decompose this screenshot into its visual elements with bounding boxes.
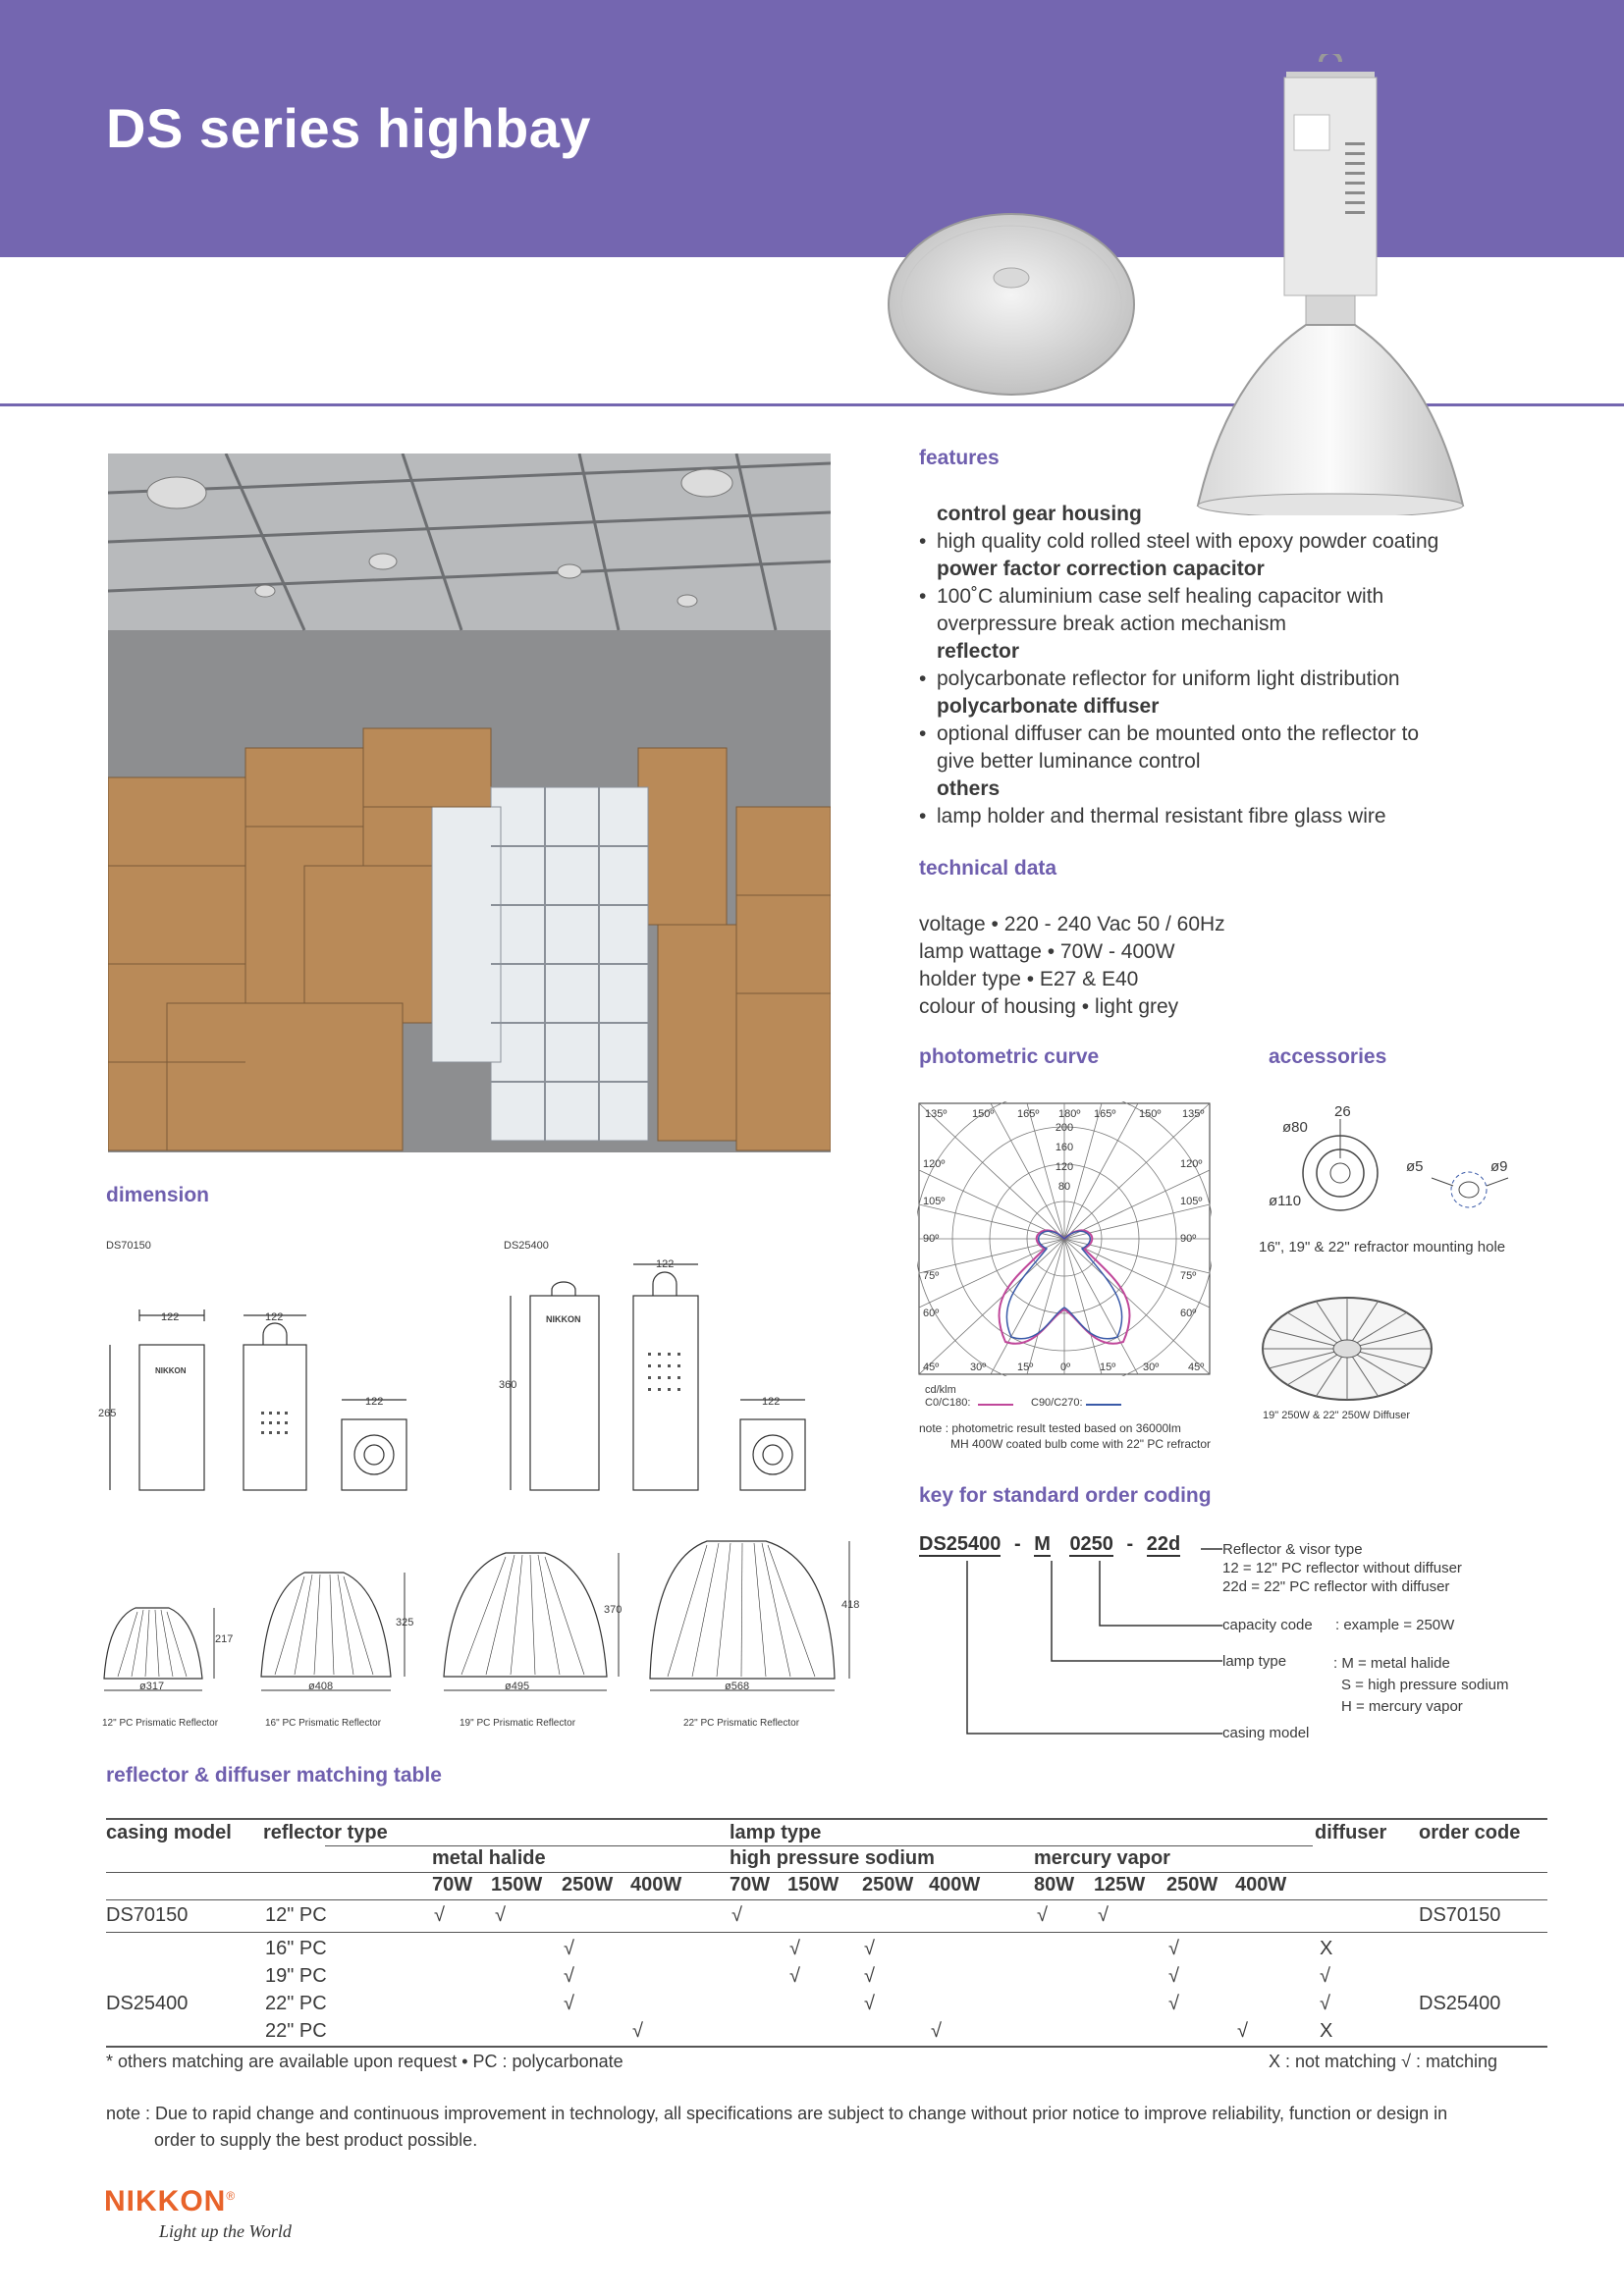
reflector-caption: 22" PC Prismatic Reflector: [683, 1718, 800, 1729]
dim-w122: 122: [161, 1311, 180, 1323]
wattage: 70W: [432, 1874, 473, 1896]
radial-label: 200: [1055, 1122, 1074, 1134]
brand-slogan: Light up the World: [159, 2221, 292, 2241]
reflector-caption: 16" PC Prismatic Reflector: [265, 1718, 382, 1729]
wattage: 150W: [787, 1874, 839, 1896]
dim-5: ø5: [1406, 1158, 1424, 1175]
legend-c0-swatch: [978, 1404, 1013, 1406]
col-casing: casing model: [106, 1822, 232, 1843]
photometric-legend-c90: C90/C270:: [1031, 1397, 1083, 1409]
dim-w122: 122: [265, 1311, 284, 1323]
order-code-reflector: 22d: [1146, 1533, 1181, 1555]
technical-list: [919, 911, 1225, 1021]
table-group-row: [106, 1845, 1547, 1873]
diffuser-image: [1259, 1294, 1435, 1408]
dim-model-ds70150: DS70150: [106, 1240, 151, 1252]
order-lamp-s: S = high pressure sodium: [1341, 1677, 1509, 1693]
order-code-casing: DS25400: [919, 1533, 1001, 1555]
angle-label: 0º: [1060, 1362, 1071, 1373]
feature-item: • polycarbonate reflector for uniform light distribution: [919, 666, 1528, 693]
tech-line: voltage • 220 - 240 Vac 50 / 60Hz: [919, 913, 1225, 935]
order-lamp-h: H = mercury vapor: [1341, 1698, 1463, 1715]
dim-w122: 122: [656, 1258, 675, 1270]
cell-mark: √: [1168, 1938, 1179, 1959]
warehouse-photo: [108, 454, 831, 1152]
cell-casing: DS70150: [106, 1904, 189, 1926]
angle-label: 15º: [1100, 1362, 1116, 1373]
dim-h360: 360: [499, 1379, 517, 1391]
wattage: 80W: [1034, 1874, 1075, 1896]
dim-9: ø9: [1490, 1158, 1508, 1175]
wattage: 150W: [491, 1874, 543, 1896]
tech-line: holder type • E27 & E40: [919, 968, 1139, 990]
cell-mark: √: [864, 1965, 875, 1987]
feature-item-cont: give better luminance control: [937, 750, 1201, 773]
angle-label: 90º: [1180, 1233, 1197, 1245]
cell-reflector: 22" PC: [265, 2020, 327, 2042]
tech-line: colour of housing • light grey: [919, 995, 1179, 1018]
brand-name: NIKKON: [104, 2185, 227, 2217]
table-wattage-row: [106, 1872, 1547, 1899]
angle-label: 105º: [923, 1196, 946, 1207]
cell-mark: √: [1168, 1993, 1179, 2014]
features-list: [919, 501, 1528, 830]
angle-label: 165º: [1094, 1108, 1116, 1120]
cell-casing: DS25400: [106, 1993, 189, 2014]
dim-26: 26: [1334, 1103, 1351, 1120]
order-code-lamp: M: [1034, 1533, 1051, 1555]
reflector-drawings: [98, 1531, 864, 1698]
disclaimer-line-2: order to supply the best product possible.: [154, 2130, 478, 2150]
cell-mark: √: [1168, 1965, 1179, 1987]
cell-mark: √: [1098, 1904, 1109, 1926]
order-heading: key for standard order coding: [919, 1484, 1212, 1507]
table-footnote: * others matching are available upon request • PC : polycarbonate: [106, 2052, 623, 2071]
table-rule: [106, 1932, 1547, 1933]
cell-mark: √: [1237, 2020, 1248, 2042]
cell-mark: √: [564, 1993, 574, 2014]
col-order: order code: [1419, 1822, 1521, 1843]
brand-registered: ®: [226, 2189, 237, 2203]
feature-item: • lamp holder and thermal resistant fibre glass wire: [919, 803, 1528, 830]
feature-title: others: [937, 777, 1001, 800]
reflector-height: 217: [215, 1633, 234, 1645]
wattage: 400W: [1235, 1874, 1287, 1896]
angle-label: 135º: [925, 1108, 947, 1120]
angle-label: 150º: [1139, 1108, 1162, 1120]
table-legend: X : not matching √ : matching: [1269, 2052, 1497, 2071]
angle-label: 75º: [1180, 1270, 1197, 1282]
cell-mark: √: [789, 1938, 800, 1959]
cell-order: DS25400: [1419, 1993, 1501, 2014]
angle-label: 105º: [1180, 1196, 1203, 1207]
angle-label: 180º: [1058, 1108, 1081, 1120]
technical-heading: technical data: [919, 857, 1057, 880]
cell-reflector: 22" PC: [265, 1993, 327, 2014]
radial-label: 80: [1057, 1181, 1071, 1193]
order-lamp-label: lamp type: [1222, 1653, 1287, 1670]
angle-label: 15º: [1017, 1362, 1034, 1373]
radial-label: 160: [1055, 1142, 1074, 1153]
angle-label: 120º: [923, 1158, 946, 1170]
angle-label: 135º: [1182, 1108, 1205, 1120]
legend-c90-swatch: [1086, 1404, 1121, 1406]
order-reflector-label: Reflector & visor type: [1222, 1541, 1363, 1558]
feature-item-cont: overpressure break action mechanism: [937, 613, 1286, 635]
photometric-radial-labels: [1055, 1122, 1074, 1193]
dim-w122: 122: [762, 1396, 781, 1408]
table-row: [106, 1991, 1547, 2018]
feature-item: • 100˚C aluminium case self healing capacitor with: [919, 583, 1528, 611]
page-title: DS series highbay: [106, 97, 592, 159]
table-row: [106, 2018, 1547, 2046]
cell-mark: √: [564, 1965, 574, 1987]
cell-diffuser: X: [1320, 1938, 1333, 1959]
brand-logo: [104, 2185, 236, 2218]
angle-label: 150º: [972, 1108, 995, 1120]
cell-mark: √: [864, 1938, 875, 1959]
photometric-note-1: note : photometric result tested based on 36000lm: [919, 1421, 1181, 1435]
cell-reflector: 12" PC: [265, 1904, 327, 1926]
order-reflector-block: [1222, 1540, 1462, 1596]
angle-label: 90º: [923, 1233, 940, 1245]
angle-label: 165º: [1017, 1108, 1040, 1120]
angle-label: 45º: [923, 1362, 940, 1373]
cell-mark: √: [1037, 1904, 1048, 1926]
group-mh: metal halide: [432, 1847, 546, 1869]
table-rule: [106, 1899, 1547, 1900]
order-reflector-22: 22d = 22" PC reflector with diffuser: [1222, 1578, 1450, 1595]
feature-title: reflector: [937, 640, 1020, 663]
radial-label: 120: [1055, 1161, 1074, 1173]
disclaimer-line-1: note : Due to rapid change and continuous improvement in technology, all specifications are subject to change without prior notice to improve reliability, function or design in: [106, 2104, 1448, 2123]
group-mv: mercury vapor: [1034, 1847, 1170, 1869]
cell-mark: √: [495, 1904, 506, 1926]
cell-reflector: 19" PC: [265, 1965, 327, 1987]
feature-item: • high quality cold rolled steel with epoxy powder coating: [919, 528, 1528, 556]
order-lamp-block: [1333, 1653, 1509, 1718]
table-rule: [106, 2046, 1547, 2048]
order-code-connectors: [962, 1541, 1227, 1737]
angle-label: 75º: [923, 1270, 940, 1282]
wattage: 400W: [929, 1874, 981, 1896]
cell-mark: √: [632, 2020, 643, 2042]
reflector-caption: 19" PC Prismatic Reflector: [460, 1718, 576, 1729]
matching-heading: reflector & diffuser matching table: [106, 1764, 442, 1787]
reflector-diameter: ø408: [308, 1681, 334, 1692]
dim-80: ø80: [1282, 1119, 1308, 1136]
dimension-heading: dimension: [106, 1184, 210, 1206]
angle-label: 30º: [1143, 1362, 1160, 1373]
cell-mark: √: [731, 1904, 742, 1926]
angle-label: 60º: [923, 1308, 940, 1319]
wattage: 70W: [730, 1874, 771, 1896]
cell-diffuser: X: [1320, 2020, 1333, 2042]
photometric-heading: photometric curve: [919, 1045, 1100, 1068]
table-header-row: [106, 1818, 1547, 1847]
photometric-left-labels: [923, 1158, 945, 1345]
angle-label: 120º: [1180, 1158, 1203, 1170]
feature-item: • optional diffuser can be mounted onto the reflector to: [919, 721, 1528, 748]
group-hps: high pressure sodium: [730, 1847, 935, 1869]
diffuser-caption: 19" 250W & 22" 250W Diffuser: [1263, 1410, 1411, 1421]
order-reflector-12: 12 = 12" PC reflector without diffuser: [1222, 1560, 1462, 1576]
wattage: 125W: [1094, 1874, 1146, 1896]
dim-h265: 265: [98, 1408, 117, 1419]
reflector-caption: 12" PC Prismatic Reflector: [102, 1718, 219, 1729]
order-casing-label: casing model: [1222, 1725, 1310, 1741]
angle-label: 45º: [1188, 1362, 1205, 1373]
order-code-dash: -: [1126, 1533, 1134, 1555]
col-lamp: lamp type: [730, 1822, 822, 1843]
table-row: [106, 1902, 1547, 1932]
col-diffuser: diffuser: [1315, 1822, 1387, 1843]
table-row: [106, 1963, 1547, 1991]
reflector-diameter: ø568: [725, 1681, 750, 1692]
order-capacity-label: capacity code: [1222, 1617, 1313, 1633]
tech-line: lamp wattage • 70W - 400W: [919, 940, 1175, 963]
cell-mark: √: [931, 2020, 942, 2042]
cell-diffuser: √: [1320, 1993, 1330, 2014]
cell-mark: √: [789, 1965, 800, 1987]
col-reflector: reflector type: [263, 1822, 388, 1843]
cell-mark: √: [864, 1993, 875, 2014]
order-capacity-value: : example = 250W: [1335, 1617, 1455, 1633]
order-code-dash: -: [1013, 1533, 1021, 1555]
feature-title: control gear housing: [937, 503, 1142, 525]
wattage: 400W: [630, 1874, 682, 1896]
feature-title: power factor correction capacitor: [937, 558, 1265, 580]
features-heading: features: [919, 447, 1000, 469]
cell-reflector: 16" PC: [265, 1938, 327, 1959]
mounting-hole-diagram: [1267, 1099, 1522, 1217]
housing-drawings: [98, 1255, 835, 1510]
wattage: 250W: [862, 1874, 914, 1896]
reflector-diameter: ø495: [505, 1681, 530, 1692]
dim-model-ds25400: DS25400: [504, 1240, 549, 1252]
photometric-note-2: MH 400W coated bulb come with 22" PC refractor: [950, 1437, 1212, 1451]
order-code-capacity: 0250: [1069, 1533, 1113, 1555]
cell-mark: √: [434, 1904, 445, 1926]
wattage: 250W: [562, 1874, 614, 1896]
mounting-hole-caption: 16", 19" & 22" refractor mounting hole: [1259, 1239, 1506, 1255]
photometric-right-labels: [1180, 1158, 1202, 1345]
wattage: 250W: [1166, 1874, 1218, 1896]
reflector-height: 418: [841, 1599, 860, 1611]
housing-brand: NIKKON: [155, 1366, 187, 1375]
cell-diffuser: √: [1320, 1965, 1330, 1987]
order-lamp-m: : M = metal halide: [1333, 1655, 1450, 1672]
table-row: [106, 1936, 1547, 1963]
reflector-height: 325: [396, 1617, 414, 1629]
feature-title: polycarbonate diffuser: [937, 695, 1160, 718]
accessories-heading: accessories: [1269, 1045, 1387, 1068]
angle-label: 30º: [970, 1362, 987, 1373]
reflector-diameter: ø317: [139, 1681, 165, 1692]
photometric-legend-c0: C0/C180:: [925, 1397, 971, 1409]
cell-mark: √: [564, 1938, 574, 1959]
angle-label: 60º: [1180, 1308, 1197, 1319]
cell-order: DS70150: [1419, 1904, 1501, 1926]
dim-110: ø110: [1269, 1193, 1302, 1209]
housing-brand: NIKKON: [546, 1314, 581, 1324]
photometric-unit: cd/klm: [925, 1384, 956, 1396]
dim-w122: 122: [365, 1396, 384, 1408]
reflector-height: 370: [604, 1604, 623, 1616]
